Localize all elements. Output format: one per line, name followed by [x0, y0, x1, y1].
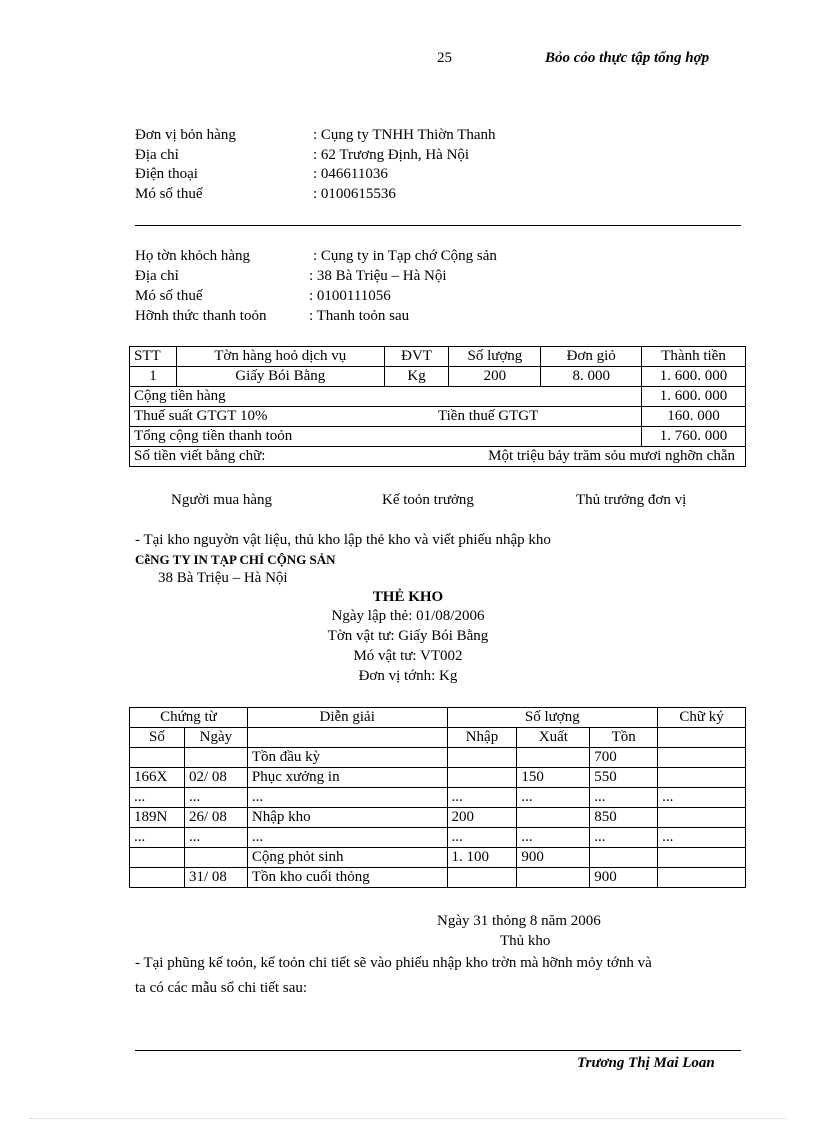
cell-sign: ... — [658, 828, 746, 848]
cell-in — [447, 748, 517, 768]
cell-stock: ... — [590, 788, 658, 808]
item-name: Giấy Bói Bằng — [176, 367, 384, 387]
cell-no: 166X — [130, 768, 185, 788]
page-number: 25 — [437, 50, 452, 66]
vat-amount-value: 160. 000 — [642, 407, 746, 427]
stock-card-material: Tờn vật tư: Giấy Bói Bằng — [327, 628, 489, 644]
cell-sign — [658, 868, 746, 888]
cell-in: ... — [447, 788, 517, 808]
accounting-note-line2: ta có các mẫu sổ chi tiết sau: — [135, 980, 308, 996]
table-row — [130, 768, 746, 788]
stock-header-row-2 — [130, 728, 746, 748]
invoice-table — [129, 346, 746, 467]
cell-in: 200 — [447, 808, 517, 828]
cell-date: ... — [184, 788, 247, 808]
col-quantity-group: Số lượng — [447, 708, 658, 728]
cell-sign — [658, 808, 746, 828]
seller-phone-value: : 046611036 — [313, 166, 388, 182]
cell-out: ... — [517, 788, 590, 808]
in-words-label: Số tiền viết bằng chữ: — [134, 448, 266, 464]
item-stt: 1 — [130, 367, 177, 387]
accounting-note-line1: - Tại phũng kế toỏn, kế toỏn chi tiết sẽ vào phiếu nhập kho trờn mà hỡnh mỏy tớnh và — [135, 955, 652, 971]
cell-sign — [658, 848, 746, 868]
col-quantity: Số lượng — [449, 347, 541, 367]
header-blank — [247, 728, 447, 748]
col-stock: Tồn — [590, 728, 658, 748]
stock-card-unit: Đơn vị tớnh: Kg — [358, 668, 458, 684]
col-amount: Thành tiền — [642, 347, 746, 367]
author-name: Trương Thị Mai Loan — [577, 1055, 715, 1071]
buyer-tax-value: : 0100111056 — [309, 288, 391, 304]
goods-total-value: 1. 600. 000 — [642, 387, 746, 407]
warehouse-note: - Tại kho nguyờn vật liệu, thủ kho lập thẻ kho và viết phiếu nhập kho — [135, 532, 551, 548]
col-unit: ĐVT — [384, 347, 449, 367]
cell-date — [184, 748, 247, 768]
item-quantity: 200 — [449, 367, 541, 387]
col-item-name: Tờn hàng hoỏ dịch vụ — [176, 347, 384, 367]
cell-date: 02/ 08 — [184, 768, 247, 788]
cell-in: ... — [447, 828, 517, 848]
cell-in: 1. 100 — [447, 848, 517, 868]
vat-amount-label: Tiền thuế GTGT — [438, 408, 539, 424]
col-out: Xuất — [517, 728, 590, 748]
table-row — [130, 808, 746, 828]
signature-unit-head: Thủ trưởng đơn vị — [576, 492, 687, 508]
cell-desc: Cộng phỏt sinh — [247, 848, 447, 868]
invoice-item-row — [130, 367, 746, 387]
cell-stock: ... — [590, 828, 658, 848]
seller-address-label: Địa chỉ — [135, 147, 179, 163]
invoice-header-row — [130, 347, 746, 367]
table-row — [130, 748, 746, 768]
page-edge — [30, 1118, 786, 1119]
vat-rate-label: Thuế suất GTGT 10% — [134, 408, 268, 424]
buyer-address-value: : 38 Bà Triệu – Hà Nội — [309, 268, 447, 284]
buyer-address-label: Địa chỉ — [135, 268, 179, 284]
company-name: CễNG TY IN TẠP CHÍ CỘNG SẢN — [135, 552, 336, 567]
col-stt: STT — [130, 347, 177, 367]
signature-buyer: Người mua hàng — [171, 492, 273, 508]
col-voucher-no: Số — [130, 728, 185, 748]
table-row — [130, 848, 746, 868]
item-amount: 1. 600. 000 — [642, 367, 746, 387]
cell-sign — [658, 768, 746, 788]
divider — [135, 225, 741, 226]
cell-stock: 900 — [590, 868, 658, 888]
cell-no — [130, 848, 185, 868]
cell-out — [517, 808, 590, 828]
grand-total-value: 1. 760. 000 — [642, 427, 746, 447]
col-signature: Chữ ký — [658, 708, 746, 728]
stock-card-table — [129, 707, 746, 888]
in-words-cell — [130, 447, 746, 467]
stock-header-row-1 — [130, 708, 746, 728]
company-address: 38 Bà Triệu – Hà Nội — [158, 570, 288, 586]
cell-desc: ... — [247, 828, 447, 848]
cell-no: ... — [130, 828, 185, 848]
cell-sign: ... — [658, 788, 746, 808]
cell-stock — [590, 848, 658, 868]
cell-no: ... — [130, 788, 185, 808]
col-voucher-date: Ngày — [184, 728, 247, 748]
stock-card-date: Ngày lập thẻ: 01/08/2006 — [331, 608, 485, 624]
report-title: Bỏo cỏo thực tập tổng hợp — [545, 50, 710, 66]
item-unit: Kg — [384, 367, 449, 387]
cell-date: ... — [184, 828, 247, 848]
col-in: Nhập — [447, 728, 517, 748]
cell-out: 150 — [517, 768, 590, 788]
cell-date — [184, 848, 247, 868]
buyer-tax-label: Mó số thuế — [135, 288, 203, 304]
goods-total-row — [130, 387, 746, 407]
col-voucher: Chứng từ — [130, 708, 248, 728]
seller-tax-label: Mó số thuế — [135, 186, 203, 202]
cell-out: 900 — [517, 848, 590, 868]
cell-no — [130, 868, 185, 888]
payment-method-label: Hỡnh thức thanh toỏn — [135, 308, 267, 324]
cell-out: ... — [517, 828, 590, 848]
vat-cell — [130, 407, 642, 427]
cell-in — [447, 768, 517, 788]
col-unit-price: Đơn giỏ — [541, 347, 642, 367]
in-words-value: Một triệu bảy trăm sỏu mươi nghỡn chẵn — [488, 448, 735, 464]
cell-stock: 700 — [590, 748, 658, 768]
buyer-name-value: : Cụng ty in Tạp chớ Cộng sản — [313, 248, 497, 264]
cell-date: 31/ 08 — [184, 868, 247, 888]
in-words-row — [130, 447, 746, 467]
table-row — [130, 828, 746, 848]
seller-phone-label: Điện thoại — [135, 166, 198, 182]
footer-role: Thủ kho — [500, 933, 551, 949]
goods-total-label: Cộng tiền hàng — [130, 387, 642, 407]
cell-desc: Nhập kho — [247, 808, 447, 828]
header-blank — [658, 728, 746, 748]
cell-stock: 550 — [590, 768, 658, 788]
col-description: Diễn giải — [247, 708, 447, 728]
cell-desc: ... — [247, 788, 447, 808]
footer-date: Ngày 31 thỏng 8 năm 2006 — [437, 913, 601, 929]
cell-no: 189N — [130, 808, 185, 828]
grand-total-row — [130, 427, 746, 447]
item-unit-price: 8. 000 — [541, 367, 642, 387]
cell-desc: Tồn kho cuối thỏng — [247, 868, 447, 888]
buyer-name-label: Họ tờn khỏch hàng — [135, 248, 250, 264]
payment-method-value: : Thanh toỏn sau — [309, 308, 410, 324]
cell-out — [517, 748, 590, 768]
cell-sign — [658, 748, 746, 768]
seller-name-label: Đơn vị bỏn hàng — [135, 127, 236, 143]
signature-chief-accountant: Kế toỏn trưởng — [382, 492, 474, 508]
seller-name-value: : Cụng ty TNHH Thiờn Thanh — [313, 127, 496, 143]
cell-desc: Tồn đầu kỳ — [247, 748, 447, 768]
stock-card-code: Mó vật tư: VT002 — [353, 648, 463, 664]
seller-tax-value: : 0100615536 — [313, 186, 396, 202]
stock-card-title: THẺ KHO — [372, 589, 444, 605]
cell-desc: Phục xưởng in — [247, 768, 447, 788]
cell-no — [130, 748, 185, 768]
table-row — [130, 868, 746, 888]
cell-in — [447, 868, 517, 888]
cell-stock: 850 — [590, 808, 658, 828]
cell-out — [517, 868, 590, 888]
grand-total-label: Tổng cộng tiền thanh toỏn — [130, 427, 642, 447]
footer-divider — [135, 1050, 741, 1051]
seller-address-value: : 62 Trương Định, Hà Nội — [313, 147, 470, 163]
vat-row — [130, 407, 746, 427]
table-row — [130, 788, 746, 808]
cell-date: 26/ 08 — [184, 808, 247, 828]
